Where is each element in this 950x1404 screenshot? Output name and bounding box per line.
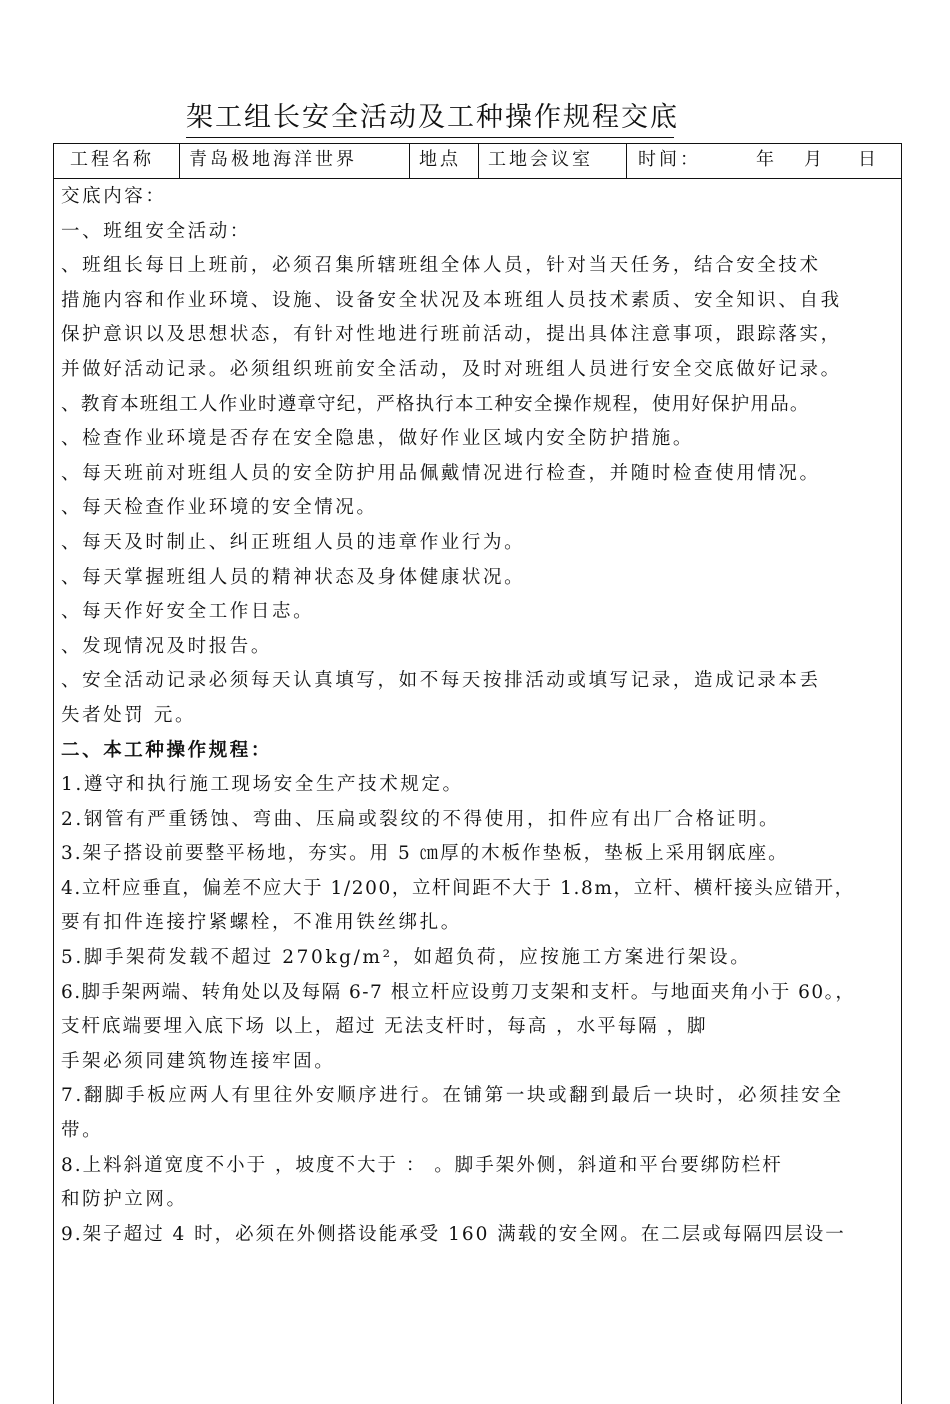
rule-item: 支杆底端要埋入底下场 以上，超过 无法支杆时，每高 ，水平每隔 ，脚 — [61, 1016, 708, 1038]
content-line: 保护意识以及思想状态，有针对性地进行班前活动，提出具体注意事项，跟踪落实， — [61, 324, 842, 346]
content-line: 失者处罚 元。 — [61, 704, 197, 726]
content-line: 并做好活动记录。必须组织班前安全活动，及时对班组人员进行安全交底做好记录。 — [61, 358, 842, 380]
rule-item: 4.立杆应垂直，偏差不应大于 1/200，立杆间距不大于 1.8m，立杆、横杆接头应错开， — [61, 877, 855, 899]
month-label: 月 — [804, 149, 825, 170]
rule-item: 8.上料斜道宽度不小于 ，坡度不大于 ： 。脚手架外侧，斜道和平台要绑防栏杆 — [61, 1154, 783, 1176]
content-line: 、教育本班组工人作业时遵章守纪，严格执行本工种安全操作规程，使用好保护用品。 — [61, 393, 810, 415]
rule-item: 9.架子超过 4 时，必须在外侧搭设能承受 160 满载的安全网。在二层或每隔四层设一 — [61, 1223, 846, 1245]
rule-item: 和防护立网。 — [61, 1189, 188, 1211]
section-heading-activities: 一、班组安全活动： — [61, 220, 251, 242]
project-name-value: 青岛极地海洋世界 — [189, 149, 357, 170]
day-label: 日 — [858, 149, 879, 170]
location-label: 地点 — [419, 149, 461, 170]
rule-item: 3.架子搭设前要整平杨地，夯实。用 5 ㎝厚的木板作垫板，垫板上采用钢底座。 — [61, 843, 789, 865]
rule-item: 1.遵守和执行施工现场安全生产技术规定。 — [61, 774, 464, 796]
location-value: 工地会议室 — [488, 149, 593, 170]
content-heading: 交底内容： — [61, 186, 167, 207]
rule-item: 7.翻脚手板应两人有里往外安顺序进行。在铺第一块或翻到最后一块时，必须挂安全 — [61, 1085, 844, 1107]
section-heading-rules: 二、本工种操作规程： — [61, 739, 273, 761]
content-line: 、每天掌握班组人员的精神状态及身体健康状况。 — [61, 566, 526, 588]
content-line: 、班组长每日上班前，必须召集所辖班组全体人员，针对当天任务，结合安全技术 — [61, 255, 821, 277]
rule-item: 手架必须同建筑物连接牢固。 — [61, 1050, 336, 1072]
rule-item: 5.脚手架荷发载不超过 270kg/m²，如超负荷，应按施工方案进行架设。 — [61, 947, 752, 969]
rule-item: 带。 — [61, 1120, 104, 1142]
content-line: 、发现情况及时报告。 — [61, 635, 273, 657]
content-line: 、检查作业环境是否存在安全隐患，做好作业区域内安全防护措施。 — [61, 428, 695, 450]
content-line: 、每天作好安全工作日志。 — [61, 601, 315, 623]
document-title: 架工组长安全活动及工种操作规程交底 — [186, 100, 674, 138]
header-row — [54, 144, 901, 179]
disclosure-content — [61, 180, 893, 1252]
content-line: 、每天及时制止、纠正班组人员的违章作业行为。 — [61, 531, 526, 553]
content-line: 、安全活动记录必须每天认真填写，如不每天按排活动或填写记录，造成记录本丢 — [61, 670, 821, 692]
content-line: 措施内容和作业环境、设施、设备安全状况及本班组人员技术素质、安全知识、自我 — [61, 289, 842, 311]
content-line: 、每天检查作业环境的安全情况。 — [61, 497, 378, 519]
rule-item: 要有扣件连接拧紧螺栓，不准用铁丝绑扎。 — [61, 912, 462, 934]
year-label: 年 — [756, 149, 777, 170]
rule-item: 2.钢管有严重锈蚀、弯曲、压扁或裂纹的不得使用，扣件应有出厂合格证明。 — [61, 808, 781, 830]
disclosure-form — [53, 143, 902, 1404]
rule-item: 6.脚手架两端、转角处以及每隔 6-7 根立杆应设剪刀支架和支杆。与地面夹角小于 60。， — [61, 981, 856, 1003]
time-label: 时间： — [638, 149, 701, 170]
content-line: 、每天班前对班组人员的安全防护用品佩戴情况进行检查，并随时检查使用情况。 — [61, 462, 821, 484]
project-name-label: 工程名称 — [70, 149, 154, 170]
